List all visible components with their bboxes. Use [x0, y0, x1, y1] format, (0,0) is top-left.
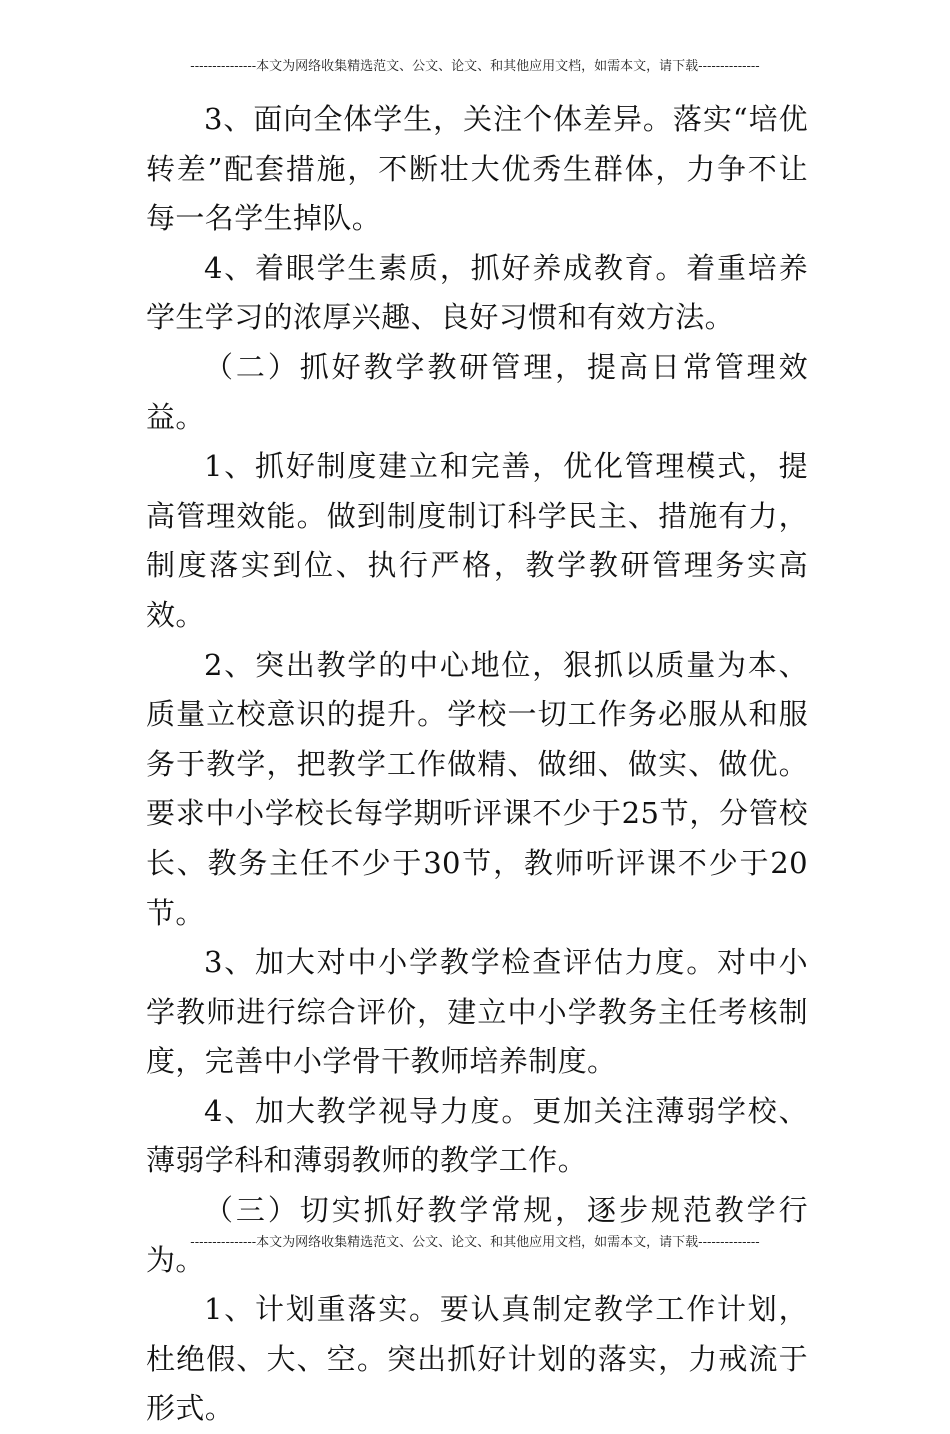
paragraph-3: 1、抓好制度建立和完善，优化管理模式，提高管理效能。做到制度制订科学民主、措施有力，制度落实到位、执行严格，教学教研管理务实高效。	[146, 449, 808, 632]
paragraph-1: 3、面向全体学生，关注个体差异。落实“培优转差”配套措施，不断壮大优秀生群体，力争不让每一名学生掉队。	[146, 102, 808, 236]
section-heading-2: （二）抓好教学教研管理，提高日常管理效益。	[146, 349, 808, 434]
footer-banner: ---------------本文为网络收集精选范文、公文、论文、和其他应用文档，如需本文，请下载--------------	[190, 1235, 760, 1250]
header-banner: ---------------本文为网络收集精选范文、公文、论文、和其他应用文档，如需本文，请下载--------------	[190, 59, 760, 74]
paragraph-6: 4、加大教学视导力度。更加关注薄弱学校、薄弱学科和薄弱教师的教学工作。	[146, 1093, 808, 1178]
paragraph-5: 3、加大对中小学教学检查评估力度。对中小学教师进行综合评价，建立中小学教务主任考核制度，完善中小学骨干教师培养制度。	[146, 945, 808, 1079]
paragraph-2: 4、着眼学生素质，抓好养成教育。着重培养学生学习的浓厚兴趣、良好习惯和有效方法。	[146, 250, 808, 335]
section-heading-3: （三）切实抓好教学常规，逐步规范教学行为。	[146, 1193, 808, 1277]
paragraph-4: 2、突出教学的中心地位，狠抓以质量为本、质量立校意识的提升。学校一切工作务必服从和服务于教学，把教学工作做精、做细、做实、做优。要求中小学校长每学期听评课不少于25节，分管校长、教务主任不少于30节，教师听评课不少于20节。	[146, 647, 808, 930]
paragraph-7: 1、计划重落实。要认真制定教学工作计划，杜绝假、大、空。突出抓好计划的落实，力戒流于形式。	[146, 1292, 808, 1426]
